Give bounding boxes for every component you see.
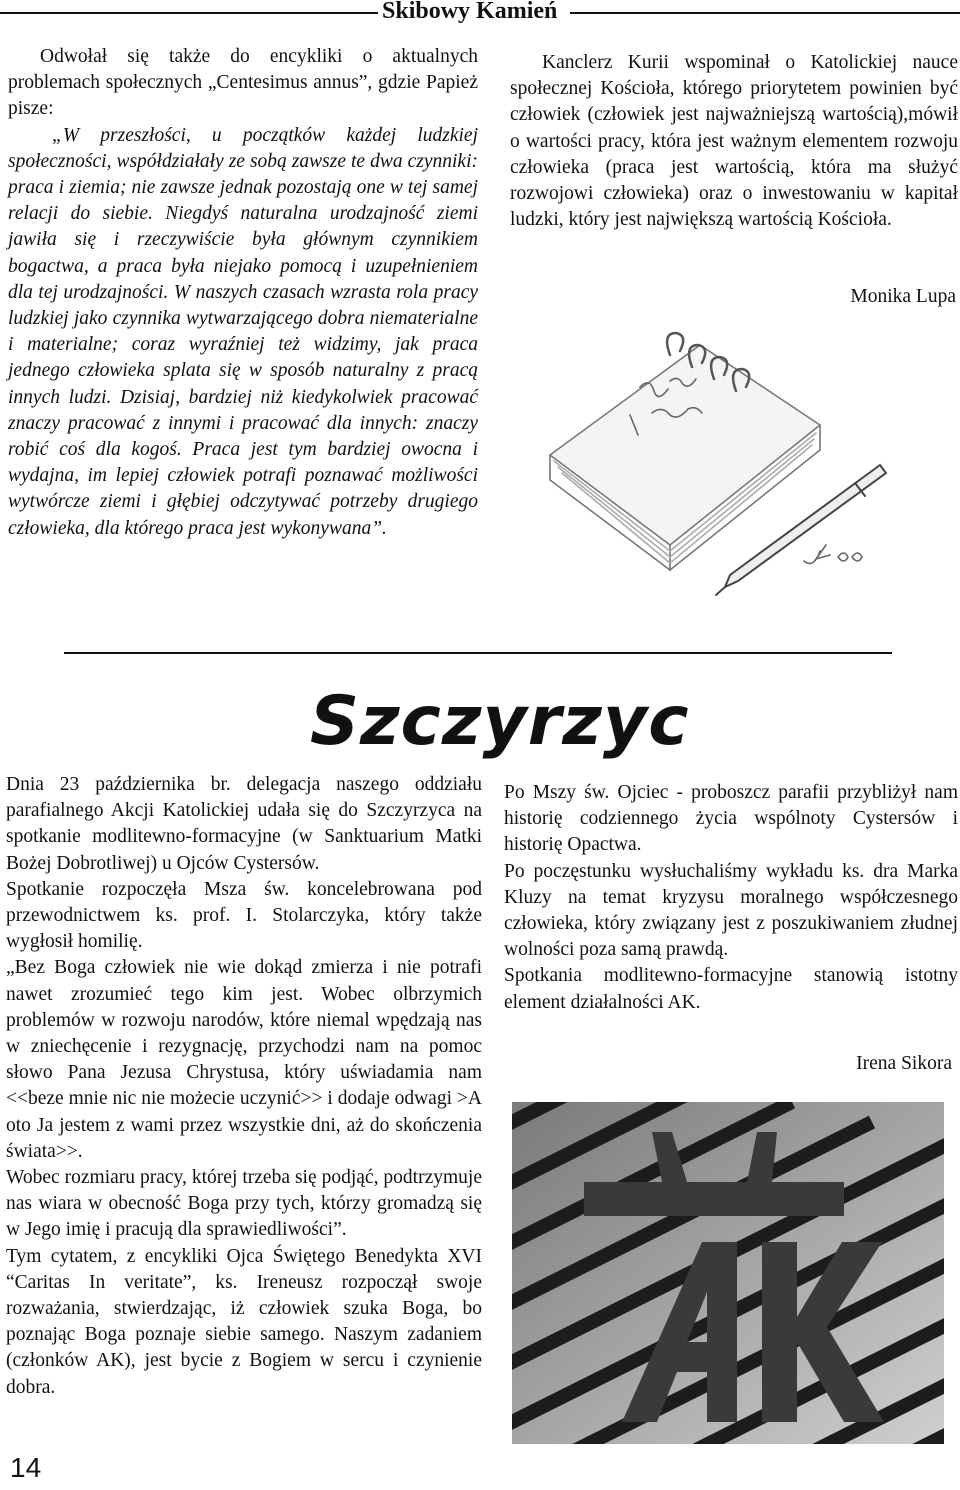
akcja-katolicka-logo-icon <box>512 1102 944 1444</box>
report-paragraph-7: Po poczęstunku wysłuchaliśmy wykładu ks. dra Marka Kluzy na temat kryzysu moralnego współczesnego człowieka, który związany jest z poszukiwaniem złudnej wolności poza samą prawdą. <box>504 860 958 961</box>
author-signature-2: Irena Sikora <box>856 1053 952 1074</box>
section-divider <box>64 652 892 654</box>
bottom-right-column <box>504 780 958 1016</box>
report-paragraph-6: Po Mszy św. Ojciec - proboszcz parafii przybliżył nam historię codziennego życia wspólnoty Cystersów i historię Opactwa. <box>504 782 958 856</box>
section-title: Szczyrzyc <box>310 682 690 761</box>
top-left-column <box>8 44 478 542</box>
ak-logo <box>512 1102 944 1444</box>
header-rule-left <box>0 12 380 14</box>
author-signature: Monika Lupa <box>850 286 956 307</box>
report-paragraph-8: Spotkania modlitewno-formacyjne stanowią istotny element działalności AK. <box>504 965 958 1013</box>
report-paragraph-1: Dnia 23 października br. delegacja naszego oddziału parafialnego Akcji Katolickiej udała się do Szczyrzyca na spotkanie modlitewno-formacyjne (w Sanktuarium Matki Bożej Dobrotliwej) u Ojców Cystersów. <box>6 774 482 874</box>
top-right-column <box>510 50 958 233</box>
running-header-title: Skibowy Kamień <box>378 0 561 25</box>
header-rule-right <box>570 12 960 14</box>
report-paragraph-3: „Bez Boga człowiek nie wie dokąd zmierza i nie potrafi nawet zrozumieć tego kim jest. Wobec olbrzymich problemów w rozwoju narodów, które niemal wpędzają nas w zniechęcenie i rezygnację, przychodzi nam na pomoc słowo Pana Jezusa Chrystusa, który uświadamia nam <<beze mnie nic nie możecie uczynić>> i dodaje odwagi >A oto Ja jestem z wami przez wszystkie dni, aż do skończenia świata>>. <box>6 957 482 1162</box>
report-paragraph-4: Wobec rozmiaru pracy, której trzeba się podjąć, podtrzymuje nas wiara w obecność Boga przy tych, którzy gromadzą się w Jego imię i pracują dla sprawiedliwości”. <box>6 1167 482 1241</box>
chancellor-paragraph: Kanclerz Kurii wspominał o Katolickiej nauce społecznej Kościoła, którego priorytetem powinien być człowiek (człowiek jest najważniejszą wartością),mówił o wartości pracy, która jest ważnym elementem rozwoju człowieka (praca jest wartością, która ma służyć rozwojowi człowieka) oraz o inwestowaniu w kapitał ludzki, który jest największą wartością Kościoła. <box>510 52 958 231</box>
bottom-left-column <box>6 772 482 1401</box>
notebook-illustration <box>520 315 900 615</box>
report-paragraph-5: Tym cytatem, z encykliki Ojca Świętego Benedykta XVI “Caritas In veritate”, ks. Ireneusz rozpoczął swoje rozważania, stwierdzając, iż człowiek szuka Boga, bo poznając Boga poznaje siebie samego. Naszym zadaniem (członków AK), jest bycie z Bogiem w sercu i czynienie dobra. <box>6 1245 482 1398</box>
page-number: 14 <box>10 1452 42 1483</box>
encyclical-quote: „W przeszłości, u początków każdej ludzkiej społeczności, współdziałały ze sobą zawsze te dwa czynniki: praca i ziemia; nie zawsze jednak pozostają one w tej samej relacji do siebie. Niegdyś naturalna urodzajność ziemi jawiła się i rzeczywiście była głównym czynnikiem bogactwa, a praca była niejako pomocą i uzupełnieniem dla tej urodzajności. W naszych czasach wzrasta rola pracy ludzkiej jako czynnika wytwarzającego dobra niematerialne i materialne; coraz wyraźniej też widzimy, jak praca jednego człowieka splata się w sposób naturalny z pracą innych ludzi. Dzisiaj, bardziej niż kiedykolwiek pracować znaczy pracować z innymi i pracować dla innych: znaczy robić coś dla kogoś. Praca jest tym bardziej owocna i wydajna, im lepiej człowiek potrafi poznawać możliwości wytwórcze ziemi i głębiej odczytywać potrzeby drugiego człowieka, dla którego praca jest wykonywana”. <box>8 124 478 539</box>
notebook-and-pen-icon <box>520 315 900 615</box>
report-paragraph-2: Spotkanie rozpoczęła Msza św. koncelebrowana pod przewodnictwem ks. prof. I. Stolarczyka, który także wygłosił homilię. <box>6 878 482 953</box>
intro-paragraph: Odwołał się także do encykliki o aktualnych problemach społecznych „Centesimus annus”, gdzie Papież pisze: <box>8 46 478 120</box>
